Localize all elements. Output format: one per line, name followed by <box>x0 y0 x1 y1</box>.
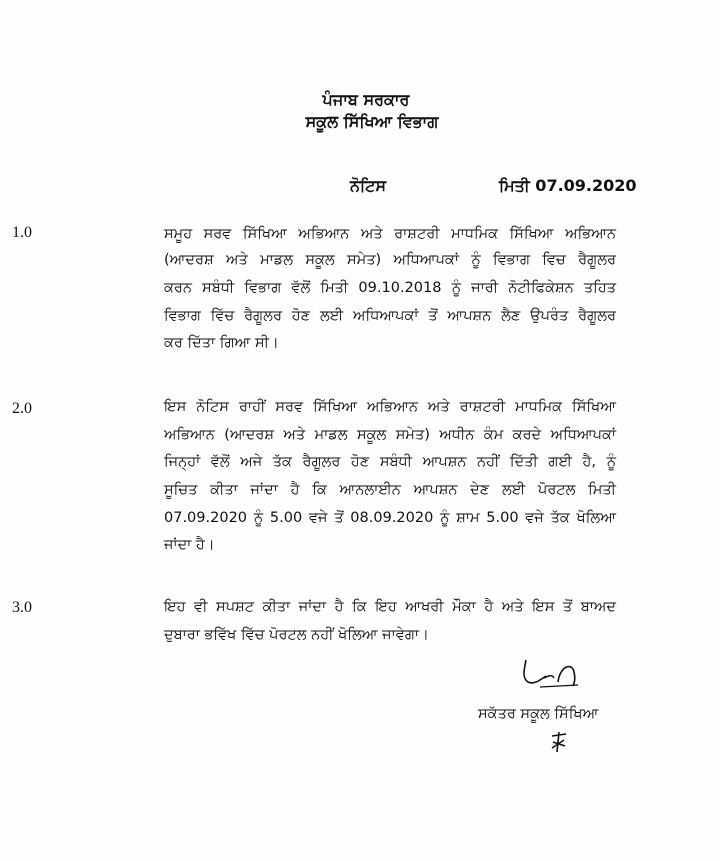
handwritten-signature <box>518 652 638 692</box>
paragraph-line: 07.09.2020 ਨੂੰ 5.00 ਵਜੇ ਤੋਂ 08.09.2020 ਨੂੰ ਸ਼ਾਮ 5.00 ਵਜੇ ਤੱਕ ਖੋਲਿਆ <box>164 510 616 526</box>
paragraph-line: ਦੁਬਾਰਾ ਭਵਿੱਖ ਵਿੱਚ ਪੋਰਟਲ ਨਹੀਂ ਖੋਲਿਆ ਜਾਵੇਗਾ। <box>164 627 429 643</box>
paragraph-line: ਵਿਭਾਗ ਵਿੱਚ ਰੈਗੂਲਰ ਹੋਣ ਲਈ ਅਧਿਆਪਕਾਂ ਤੋਂ ਆਪਸ਼ਨ ਲੈਣ ਉਪਰੰਤ ਰੈਗੂਲਰ <box>164 308 616 324</box>
paragraph-line: ਸੂਚਿਤ ਕੀਤਾ ਜਾਂਦਾ ਹੈ ਕਿ ਆਨਲਾਈਨ ਆਪਸ਼ਨ ਦੇਣ ਲਈ ਪੋਰਟਲ ਮਿਤੀ <box>164 482 616 498</box>
notice-date: ਮਿਤੀ 07.09.2020 <box>499 176 637 195</box>
paragraph-line: ਕਰ ਦਿੱਤਾ ਗਿਆ ਸੀ। <box>164 335 279 351</box>
paragraph-number: 2.0 <box>12 400 32 417</box>
designation-text: ਸਕੱਤਰ ਸਕੂਲ ਸਿੱਖਿਆ <box>478 706 599 722</box>
signature-block <box>478 650 658 760</box>
paragraph-line: ਕਰਨ ਸਬੰਧੀ ਵਿਭਾਗ ਵੱਲੋਂ ਮਿਤੀ 09.10.2018 ਨੂੰ ਜਾਰੀ ਨੋਟੀਫਿਕੇਸ਼ਨ ਤਹਿਤ <box>164 280 616 296</box>
paragraph-line: (ਆਦਰਸ਼ ਅਤੇ ਮਾਡਲ ਸਕੂਲ ਸਮੇਤ) ਅਧਿਆਪਕਾਂ ਨੂੰ ਵਿਭਾਗ ਵਿਚ ਰੈਗੂਲਰ <box>164 252 616 268</box>
paragraph-line: ਇਸ ਨੋਟਿਸ ਰਾਹੀਂ ਸਰਵ ਸਿੱਖਿਆ ਅਭਿਆਨ ਅਤੇ ਰਾਸ਼ਟਰੀ ਮਾਧਮਿਕ ਸਿੱਖਿਆ <box>164 399 616 415</box>
paragraph-number: 1.0 <box>12 224 32 241</box>
paragraph-line: ਸਮੂਹ ਸਰਵ ਸਿੱਖਿਆ ਅਭਿਆਨ ਅਤੇ ਰਾਸ਼ਟਰੀ ਮਾਧਮਿਕ ਸਿੱਖਿਆ ਅਭਿਆਨ <box>164 226 616 242</box>
paragraph-line: ਜਿਨ੍ਹਾਂ ਵੱਲੋਂ ਅਜੇ ਤੱਕ ਰੈਗੂਲਰ ਹੋਣ ਸਬੰਧੀ ਆਪਸ਼ਨ ਨਹੀਂ ਦਿੱਤੀ ਗਈ ਹੈ, ਨੂੰ <box>164 454 616 470</box>
notice-title: ਨੋਟਿਸ <box>350 176 387 195</box>
paragraph-number: 3.0 <box>12 599 32 616</box>
initial-mark <box>548 730 570 754</box>
department-heading: ਸਕੂਲ ਸਿੱਖਿਆ ਵਿਭਾਗ <box>305 112 439 131</box>
paragraph-line: ਅਭਿਆਨ (ਆਦਰਸ਼ ਅਤੇ ਮਾਡਲ ਸਕੂਲ ਸਮੇਤ) ਅਧੀਨ ਕੰਮ ਕਰਦੇ ਅਧਿਆਪਕਾਂ <box>164 427 616 443</box>
paragraph-line: ਇਹ ਵੀ ਸਪਸ਼ਟ ਕੀਤਾ ਜਾਂਦਾ ਹੈ ਕਿ ਇਹ ਆਖਰੀ ਮੌਕਾ ਹੈ ਅਤੇ ਇਸ ਤੋਂ ਬਾਅਦ <box>164 599 616 615</box>
paragraph-line: ਜਾਂਦਾ ਹੈ। <box>164 537 215 553</box>
government-heading: ਪੰਜਾਬ ਸਰਕਾਰ <box>322 90 410 109</box>
